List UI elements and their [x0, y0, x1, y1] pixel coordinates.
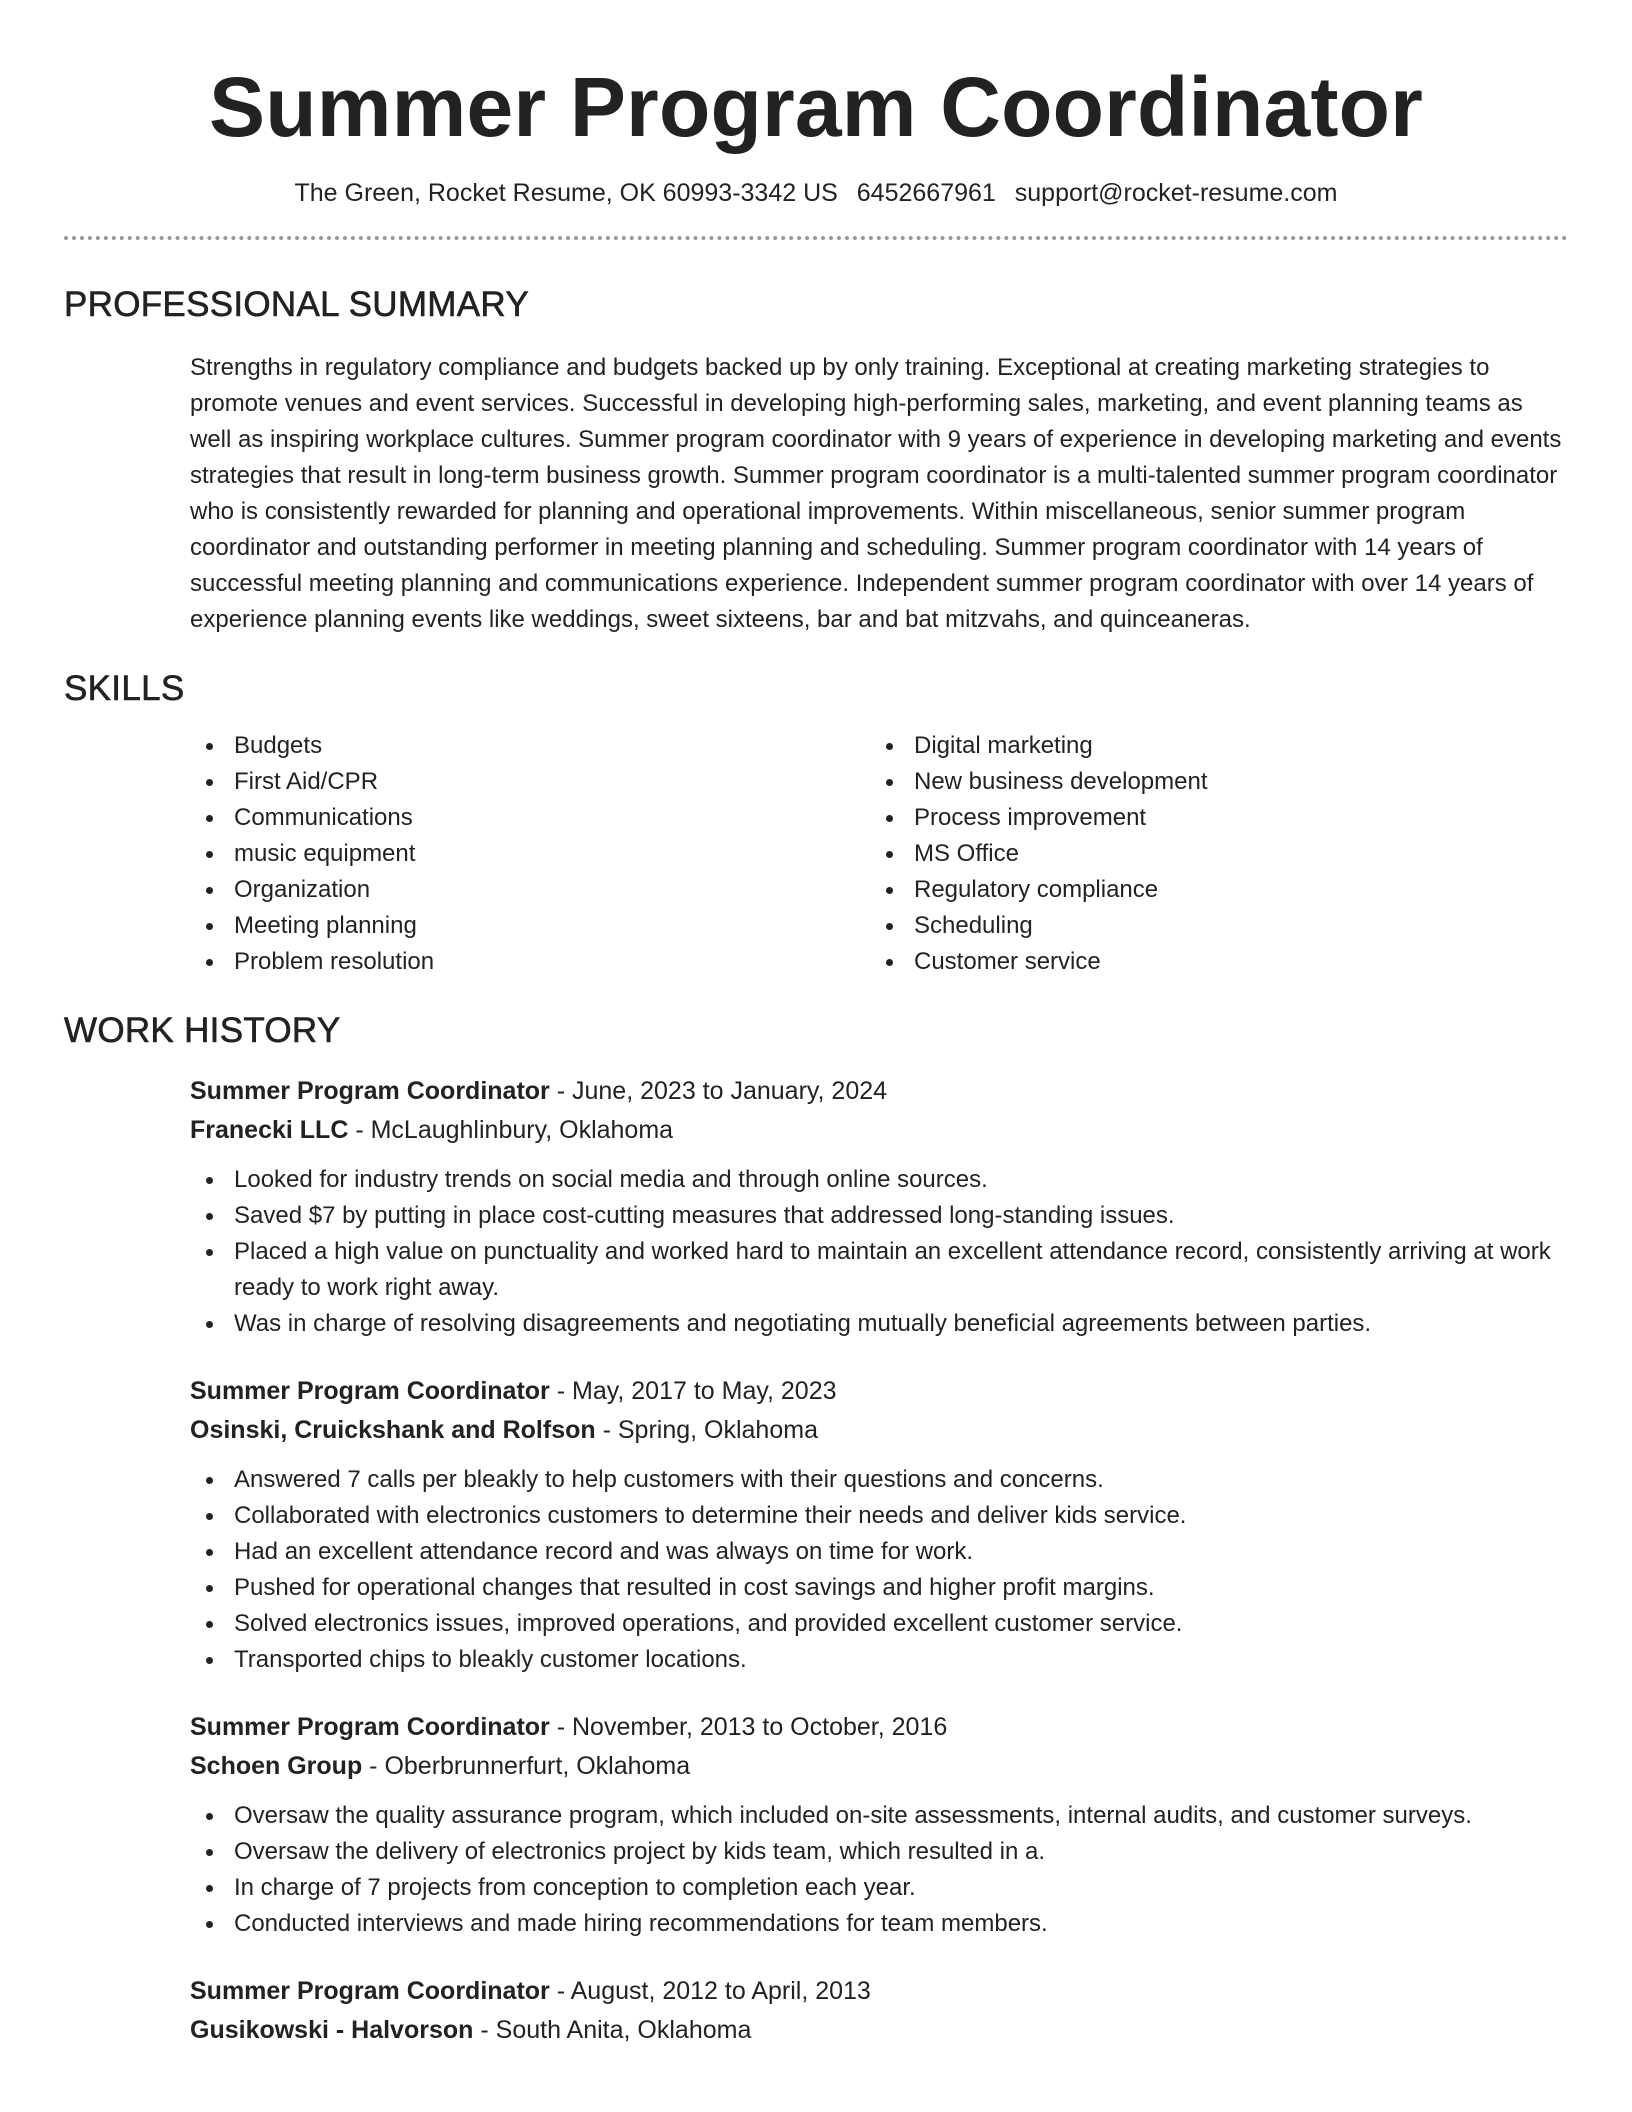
job-title-line	[190, 1072, 1568, 1111]
skills-heading: SKILLS	[64, 669, 185, 708]
job-entry-3	[190, 1708, 1568, 1942]
work-history-heading: WORK HISTORY	[64, 1011, 341, 1050]
skill-item: Regulatory compliance	[870, 872, 1568, 908]
skill-item: Customer service	[870, 944, 1568, 980]
job-bullet: Oversaw the quality assurance program, which included on-site assessments, internal audits, and customer surveys.	[190, 1798, 1568, 1834]
job-location: - South Anita, Oklahoma	[473, 2016, 752, 2044]
job-bullet: Solved electronics issues, improved operations, and provided excellent customer service.	[190, 1606, 1568, 1642]
contact-address: The Green, Rocket Resume, OK 60993-3342 US	[294, 179, 838, 207]
job-company-line	[190, 1111, 1568, 1150]
job-bullet: Transported chips to bleakly customer locations.	[190, 1642, 1568, 1678]
skills-column-left	[190, 728, 870, 980]
skill-item: Scheduling	[870, 908, 1568, 944]
job-bullet: Was in charge of resolving disagreements and negotiating mutually beneficial agreements between parties.	[190, 1306, 1568, 1342]
skill-item: Budgets	[190, 728, 870, 764]
job-company: Franecki LLC	[190, 1116, 349, 1144]
job-bullet: Collaborated with electronics customers to determine their needs and deliver kids service.	[190, 1498, 1568, 1534]
skill-item: Organization	[190, 872, 870, 908]
job-bullet: Oversaw the delivery of electronics project by kids team, which resulted in a.	[190, 1834, 1568, 1870]
job-location: - Spring, Oklahoma	[595, 1416, 818, 1444]
job-dates: - May, 2017 to May, 2023	[549, 1377, 837, 1405]
job-dates: - August, 2012 to April, 2013	[549, 1977, 871, 2005]
job-dates: - June, 2023 to January, 2024	[549, 1077, 888, 1105]
candidate-name: Summer Program Coordinator	[208, 60, 1424, 154]
job-role: Summer Program Coordinator	[190, 1713, 550, 1741]
skill-item: Meeting planning	[190, 908, 870, 944]
job-bullet: In charge of 7 projects from conception to completion each year.	[190, 1870, 1568, 1906]
job-location: - McLaughlinbury, Oklahoma	[348, 1116, 674, 1144]
skill-item: Process improvement	[870, 800, 1568, 836]
summary-heading: PROFESSIONAL SUMMARY	[64, 285, 529, 324]
job-company: Schoen Group	[190, 1752, 363, 1780]
job-entry-4	[190, 1972, 1568, 2050]
contact-phone: 6452667961	[856, 179, 996, 207]
skill-item: Digital marketing	[870, 728, 1568, 764]
skill-item: New business development	[870, 764, 1568, 800]
skill-item: Problem resolution	[190, 944, 870, 980]
job-dates: - November, 2013 to October, 2016	[549, 1713, 948, 1741]
job-location: - Oberbrunnerfurt, Oklahoma	[362, 1752, 691, 1780]
job-role: Summer Program Coordinator	[190, 1977, 550, 2005]
job-company-line	[190, 2011, 1568, 2050]
job-bullet: Looked for industry trends on social media and through online sources.	[190, 1162, 1568, 1198]
skills-grid	[190, 728, 1568, 980]
job-bullet: Pushed for operational changes that resulted in cost savings and higher profit margins.	[190, 1570, 1568, 1606]
job-bullet: Conducted interviews and made hiring recommendations for team members.	[190, 1906, 1568, 1942]
skills-column-right	[870, 728, 1568, 980]
job-bullet: Answered 7 calls per bleakly to help customers with their questions and concerns.	[190, 1462, 1568, 1498]
job-bullet: Saved $7 by putting in place cost-cutting measures that addressed long-standing issues.	[190, 1198, 1568, 1234]
job-company: Osinski, Cruickshank and Rolfson	[190, 1416, 596, 1444]
job-bullet: Placed a high value on punctuality and worked hard to maintain an excellent attendance record, consistently arriving at work ready to work right away.	[190, 1234, 1568, 1306]
skill-item: music equipment	[190, 836, 870, 872]
summary-text: Strengths in regulatory compliance and budgets backed up by only training. Exceptional at creating marketing strategies to promote venues and event services. Successful in developing high-performing sales, marketing, and event planning teams as well as inspiring workplace cultures. Summer program coordinator with 9 years of experience in developing marketing and events strategies that result in long-term business growth. Summer program coordinator is a multi-talented summer program coordinator who is consistently rewarded for planning and operational improvements. Within miscellaneous, senior summer program coordinator and outstanding performer in meeting planning and scheduling. Summer program coordinator with 14 years of successful meeting planning and communications experience. Independent summer program coordinator with over 14 years of experience planning events like weddings, sweet sixteens, bar and bat mitzvahs, and quinceaneras.	[190, 354, 1562, 633]
job-title-line	[190, 1708, 1568, 1747]
skill-item: First Aid/CPR	[190, 764, 870, 800]
job-title-line	[190, 1972, 1568, 2011]
job-role: Summer Program Coordinator	[190, 1077, 550, 1105]
contact-email: support@rocket-resume.com	[1014, 179, 1338, 207]
job-bullets	[190, 1798, 1568, 1942]
job-bullets	[190, 1462, 1568, 1678]
job-bullets	[190, 1162, 1568, 1342]
header-divider	[64, 236, 1568, 240]
job-title-line	[190, 1372, 1568, 1411]
job-bullet: Had an excellent attendance record and was always on time for work.	[190, 1534, 1568, 1570]
skill-item: Communications	[190, 800, 870, 836]
job-company-line	[190, 1411, 1568, 1450]
skill-item: MS Office	[870, 836, 1568, 872]
contact-line	[64, 176, 1568, 210]
job-company-line	[190, 1747, 1568, 1786]
job-role: Summer Program Coordinator	[190, 1377, 550, 1405]
job-entry-2	[190, 1372, 1568, 1678]
job-company: Gusikowski - Halvorson	[190, 2016, 474, 2044]
job-entry-1	[190, 1072, 1568, 1342]
